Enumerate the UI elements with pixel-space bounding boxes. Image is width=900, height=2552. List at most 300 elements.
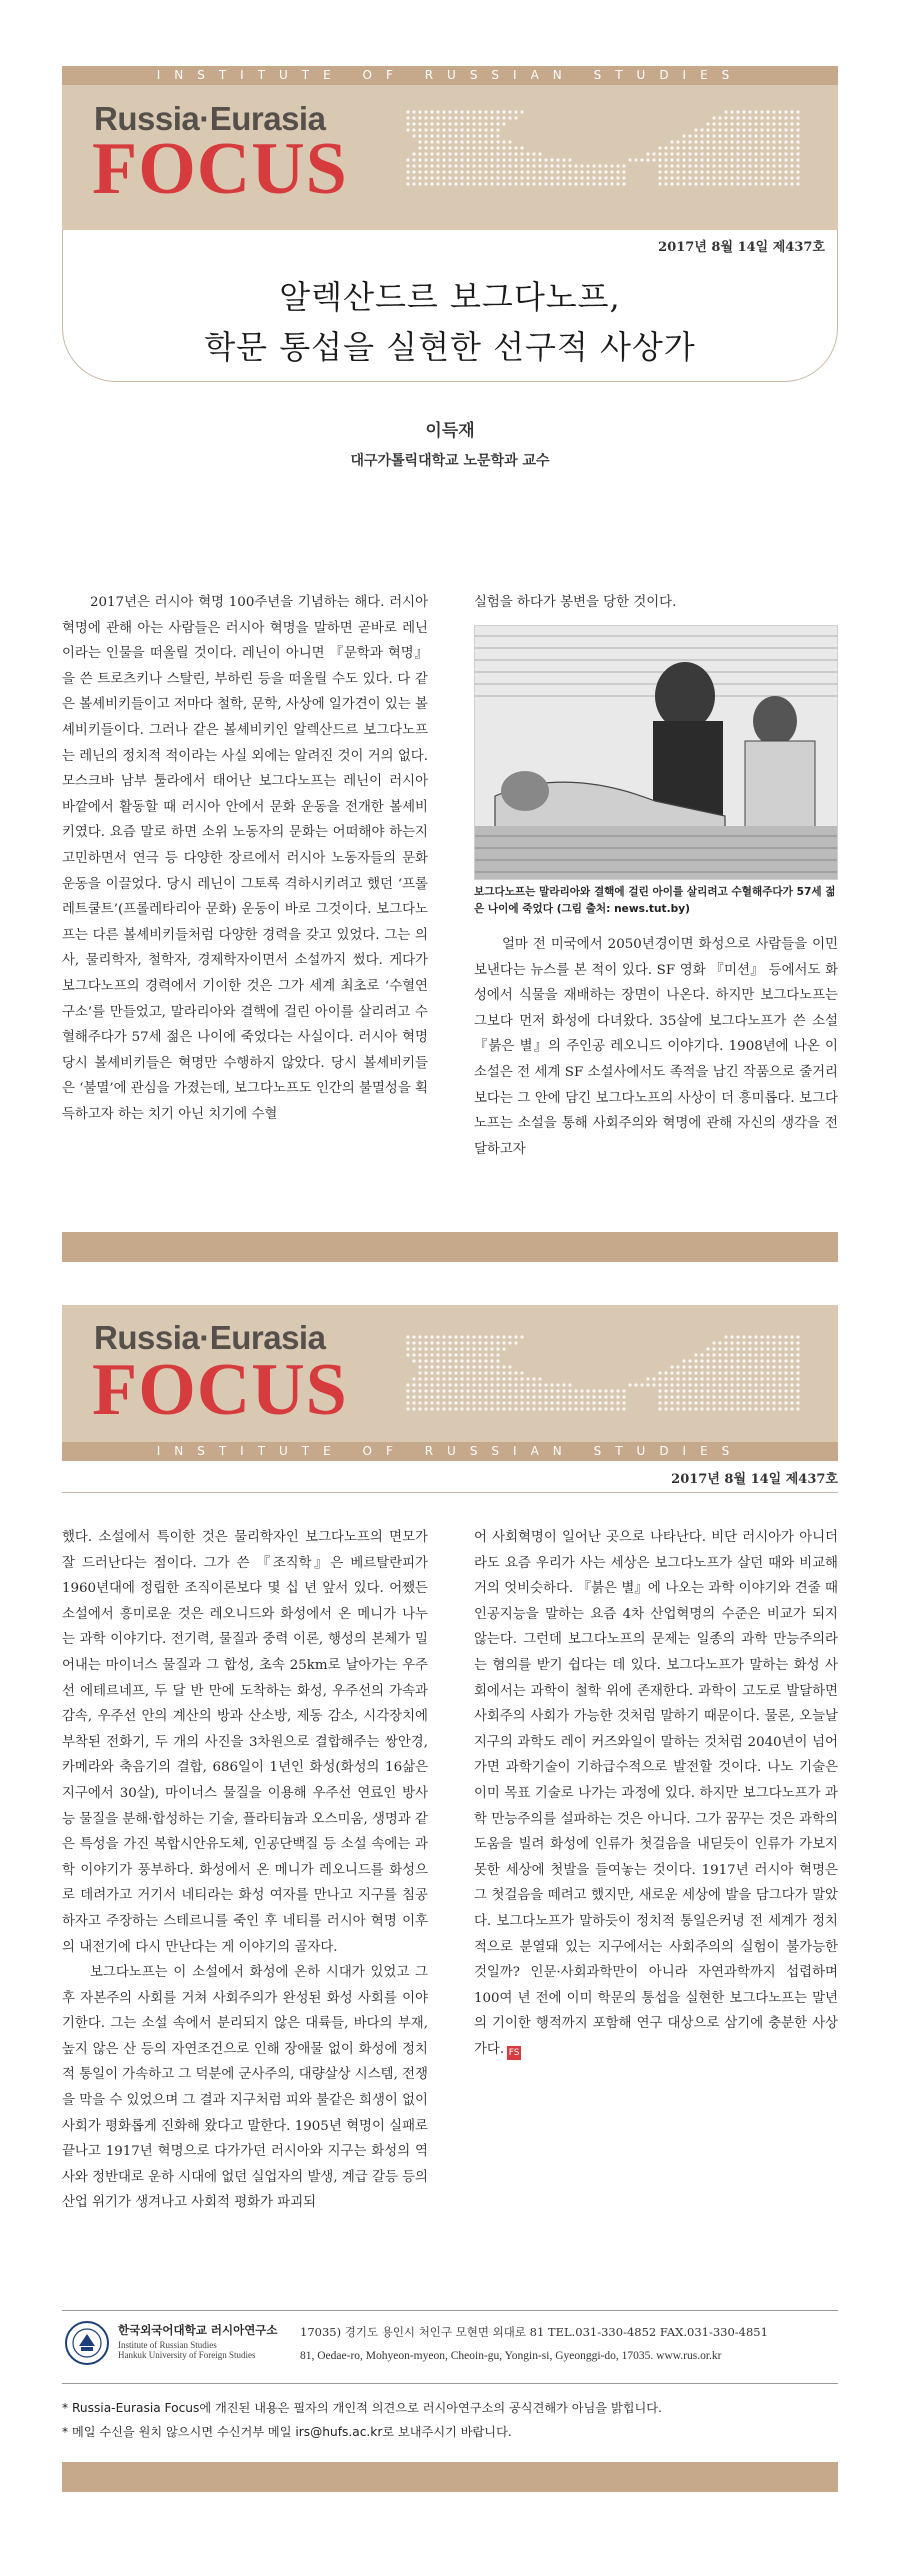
map-dot xyxy=(682,1389,685,1392)
map-dot xyxy=(766,182,769,185)
map-dot xyxy=(502,140,505,143)
map-dot xyxy=(622,1395,625,1398)
map-dot xyxy=(562,170,565,173)
map-dot xyxy=(760,176,763,179)
map-dot xyxy=(412,1389,415,1392)
map-dot xyxy=(706,182,709,185)
map-dot xyxy=(790,1407,793,1410)
map-dot xyxy=(718,164,721,167)
map-dot xyxy=(796,134,799,137)
map-dot xyxy=(538,1377,541,1380)
map-dot xyxy=(790,152,793,155)
map-dot xyxy=(514,146,517,149)
map-dot xyxy=(712,1383,715,1386)
map-dot xyxy=(502,146,505,149)
map-dot xyxy=(748,122,751,125)
map-dot xyxy=(760,1383,763,1386)
title-box xyxy=(62,230,838,382)
map-dot xyxy=(478,110,481,113)
map-dot xyxy=(514,1341,517,1344)
map-dot xyxy=(634,1383,637,1386)
map-dot xyxy=(550,164,553,167)
map-dot xyxy=(514,1335,517,1338)
map-dot xyxy=(442,164,445,167)
map-dot xyxy=(418,1347,421,1350)
map-dot xyxy=(598,182,601,185)
map-dot xyxy=(784,134,787,137)
map-dot xyxy=(484,1347,487,1350)
map-dot xyxy=(682,140,685,143)
map-dot xyxy=(544,182,547,185)
map-dot xyxy=(598,1401,601,1404)
map-dot xyxy=(418,1401,421,1404)
map-dot xyxy=(490,170,493,173)
map-dot xyxy=(682,1365,685,1368)
map-dot xyxy=(766,134,769,137)
map-dot xyxy=(412,170,415,173)
map-dot xyxy=(616,176,619,179)
map-dot xyxy=(454,1365,457,1368)
map-dot xyxy=(748,1341,751,1344)
map-dot xyxy=(424,158,427,161)
map-dot xyxy=(574,176,577,179)
map-dot xyxy=(790,170,793,173)
map-dot xyxy=(484,122,487,125)
map-dot xyxy=(418,1395,421,1398)
map-dot xyxy=(706,1347,709,1350)
map-dot xyxy=(460,122,463,125)
map-dot xyxy=(736,1401,739,1404)
map-dot xyxy=(754,1401,757,1404)
map-dot xyxy=(412,1347,415,1350)
map-dot xyxy=(580,1401,583,1404)
map-dot xyxy=(784,1383,787,1386)
map-dot xyxy=(742,1389,745,1392)
map-dot xyxy=(448,1359,451,1362)
map-dot xyxy=(430,1365,433,1368)
map-dot xyxy=(490,1389,493,1392)
map-dot xyxy=(730,1401,733,1404)
map-dot xyxy=(610,182,613,185)
map-dot xyxy=(532,1377,535,1380)
map-dot xyxy=(520,110,523,113)
map-dot xyxy=(502,1401,505,1404)
map-dot xyxy=(448,1377,451,1380)
map-dot xyxy=(466,1377,469,1380)
map-dot xyxy=(442,1335,445,1338)
map-dot xyxy=(778,176,781,179)
map-dot xyxy=(724,1353,727,1356)
map-dot xyxy=(472,146,475,149)
map-dot xyxy=(772,1341,775,1344)
map-dot xyxy=(784,1389,787,1392)
map-dot xyxy=(796,1341,799,1344)
map-dot xyxy=(586,164,589,167)
map-dot xyxy=(676,1365,679,1368)
map-dot xyxy=(436,1371,439,1374)
map-dot xyxy=(736,1383,739,1386)
map-dot xyxy=(772,146,775,149)
map-dot xyxy=(490,152,493,155)
map-dot xyxy=(484,1389,487,1392)
map-dot xyxy=(796,170,799,173)
map-dot xyxy=(772,134,775,137)
map-dot xyxy=(700,1389,703,1392)
map-dot xyxy=(466,116,469,119)
map-dot xyxy=(742,164,745,167)
map-dot xyxy=(796,110,799,113)
map-dot xyxy=(460,176,463,179)
map-dot xyxy=(478,1347,481,1350)
map-dot xyxy=(778,1395,781,1398)
map-dot xyxy=(688,1371,691,1374)
map-dot xyxy=(730,1347,733,1350)
map-dot xyxy=(568,182,571,185)
map-dot xyxy=(766,1389,769,1392)
map-dot xyxy=(466,1371,469,1374)
map-dot xyxy=(544,1401,547,1404)
map-dot xyxy=(724,1359,727,1362)
map-dot xyxy=(556,1383,559,1386)
map-dot xyxy=(724,1365,727,1368)
map-dot xyxy=(610,176,613,179)
map-dot xyxy=(478,1395,481,1398)
map-dot xyxy=(664,1407,667,1410)
map-dot xyxy=(742,170,745,173)
map-dot xyxy=(676,1377,679,1380)
map-dot xyxy=(442,134,445,137)
page1-left-column xyxy=(62,590,428,1127)
map-dot xyxy=(706,1389,709,1392)
map-dot xyxy=(670,1401,673,1404)
map-dot xyxy=(484,1371,487,1374)
map-dot xyxy=(424,1401,427,1404)
map-dot xyxy=(448,1347,451,1350)
map-dot xyxy=(580,176,583,179)
map-dot xyxy=(664,1389,667,1392)
map-dot xyxy=(478,128,481,131)
map-dot xyxy=(706,1401,709,1404)
map-dot xyxy=(442,116,445,119)
map-dot xyxy=(796,176,799,179)
map-dot xyxy=(682,1359,685,1362)
map-dot xyxy=(610,1401,613,1404)
map-dot xyxy=(658,1395,661,1398)
paragraph: 얼마 전 미국에서 2050년경이면 화성으로 사람들을 이민 보낸다는 뉴스를 본 적이 있다. SF 영화 『미션』 등에서도 화성에서 식물을 재배하는 장면이 나온다. 하지만 보그다노프는 그보다 먼저 화성에 다녀왔다. 35살에 보그다노프가 쓴 소설 『붉은 별』의 주인공 레오니드 이야기다. 1908년에 나온 이 소설은 전 세계 SF 소설사에서도 족적을 남긴 작품으로 줄거리보다는 그 안에 담긴 보그다노프의 사상이 더 흥미롭다. 보그다노프는 소설을 통해 사회주의와 혁명에 관해 자신의 생각을 전달하고자 xyxy=(474,937,838,1157)
map-dot xyxy=(484,1407,487,1410)
map-dot xyxy=(454,146,457,149)
map-dot xyxy=(730,1371,733,1374)
map-dot xyxy=(742,176,745,179)
map-dot xyxy=(730,1353,733,1356)
map-dot xyxy=(676,1389,679,1392)
map-dot xyxy=(496,110,499,113)
map-dot xyxy=(694,170,697,173)
paragraph: 2017년은 러시아 혁명 100주년을 기념하는 해다. 러시아 혁명에 관해 아는 사람들은 러시아 혁명을 말하면 곧바로 레닌이라는 인물을 떠올릴 것이다. 레닌이 아니면 『문학과 혁명』을 쓴 트로츠키나 스탈린, 부하린 등을 떠올릴 수도 있다. 다 같은 볼셰비키들이고 저마다 철학, 문학, 사상에 일가견이 있는 볼셰비키들이다. 그러나 같은 볼셰비키인 알렉산드르 보그다노프는 레닌의 정치적 적이라는 사실 외에는 알려진 것이 거의 없다. 모스크바 남부 툴라에서 태어난 보그다노프는 레닌이 러시아 바깥에서 활동할 때 러시아 안에서 문화 운동을 전개한 볼셰비키였다. 요즘 말로 하면 소위 노동자의 문화는 어떠해야 하는지 고민하면서 연극 등 다양한 장르에서 러시아 노동자들의 문화 운동을 이끌었다. 당시 레닌이 그토록 격하시키려고 했던 ‘프롤레트쿨트’(프롤레타리아 문화) 운동이 바로 그것이다. 보그다노프는 다른 볼셰비키들처럼 다양한 경력을 갖고 있었다. 그는 의사, 물리학자, 철학자, 경제학자이면서 소설까지 썼다. 게다가 보그다노프의 경력에서 기이한 것은 그가 세계 최초로 ‘수혈연구소’를 만들었고, 말라리아와 결핵에 걸린 아이를 살리려고 수혈해주다가 57세 젊은 나이에 죽었다는 사실이다. 러시아 혁명 당시 볼셰비키들은 혁명만 수행하지 않았다. 당시 볼셰비키들은 ‘불멸’에 관심을 가졌는데, 보그다노프도 인간의 불멸성을 획득하고자 하는 치기 아닌 치기에 수혈 xyxy=(62,595,428,1122)
map-dot xyxy=(700,146,703,149)
map-dot xyxy=(514,164,517,167)
map-dot xyxy=(724,128,727,131)
map-dot xyxy=(532,164,535,167)
map-dot xyxy=(454,1395,457,1398)
map-dot xyxy=(664,1371,667,1374)
map-dot xyxy=(742,1347,745,1350)
map-dot xyxy=(448,1383,451,1386)
map-dot xyxy=(472,1365,475,1368)
map-dot xyxy=(484,1365,487,1368)
map-dot xyxy=(472,1389,475,1392)
map-dot xyxy=(508,1395,511,1398)
map-dot xyxy=(796,182,799,185)
map-dot xyxy=(778,1359,781,1362)
map-dot xyxy=(490,146,493,149)
map-dot xyxy=(652,158,655,161)
map-dot xyxy=(430,128,433,131)
institute-name-kr: 한국외국어대학교 러시아연구소 xyxy=(118,2323,278,2337)
map-dot xyxy=(478,1377,481,1380)
map-dot xyxy=(694,1395,697,1398)
map-dot xyxy=(664,164,667,167)
map-dot xyxy=(784,1377,787,1380)
map-dot xyxy=(442,170,445,173)
map-dot xyxy=(796,1335,799,1338)
map-dot xyxy=(796,122,799,125)
map-dot xyxy=(514,116,517,119)
map-dot xyxy=(790,1341,793,1344)
map-dot xyxy=(424,1359,427,1362)
map-dot xyxy=(424,1341,427,1344)
map-dot xyxy=(430,170,433,173)
map-dot xyxy=(460,1359,463,1362)
map-dot xyxy=(466,128,469,131)
map-dot xyxy=(736,1395,739,1398)
map-dot xyxy=(778,122,781,125)
map-dot xyxy=(466,1389,469,1392)
map-dot xyxy=(796,1407,799,1410)
map-dot xyxy=(658,182,661,185)
map-dot xyxy=(682,134,685,137)
map-dot xyxy=(670,158,673,161)
map-dot xyxy=(424,164,427,167)
map-dot xyxy=(436,1383,439,1386)
map-dot xyxy=(406,1353,409,1356)
map-dot xyxy=(424,134,427,137)
map-dot xyxy=(424,1365,427,1368)
map-dot xyxy=(796,1347,799,1350)
map-dot xyxy=(658,176,661,179)
map-dot xyxy=(466,1341,469,1344)
map-dot xyxy=(412,1407,415,1410)
map-dot xyxy=(478,164,481,167)
map-dot xyxy=(460,140,463,143)
map-dot xyxy=(616,164,619,167)
map-dot xyxy=(472,1377,475,1380)
map-dot xyxy=(574,182,577,185)
map-dot xyxy=(778,146,781,149)
map-dot xyxy=(664,176,667,179)
map-dot xyxy=(478,1389,481,1392)
map-dot xyxy=(784,176,787,179)
map-dot xyxy=(658,1383,661,1386)
map-dot xyxy=(718,1377,721,1380)
map-dot xyxy=(472,1347,475,1350)
map-dot xyxy=(544,176,547,179)
map-dot xyxy=(796,116,799,119)
map-dot xyxy=(550,1407,553,1410)
map-dot xyxy=(508,1401,511,1404)
map-dot xyxy=(748,116,751,119)
map-dot xyxy=(706,1377,709,1380)
map-dot xyxy=(454,1335,457,1338)
map-dot xyxy=(760,1347,763,1350)
map-dot xyxy=(604,182,607,185)
map-dot xyxy=(538,1395,541,1398)
map-dot xyxy=(736,164,739,167)
map-dot xyxy=(460,1395,463,1398)
map-dot xyxy=(520,1383,523,1386)
map-dot xyxy=(718,1365,721,1368)
map-dot xyxy=(772,122,775,125)
map-dot xyxy=(556,158,559,161)
map-dot xyxy=(712,146,715,149)
map-dot xyxy=(430,1347,433,1350)
map-dot xyxy=(736,110,739,113)
map-dot xyxy=(436,152,439,155)
map-dot xyxy=(496,1353,499,1356)
map-dot xyxy=(748,1377,751,1380)
map-dot xyxy=(688,164,691,167)
map-dot xyxy=(430,1353,433,1356)
map-dot xyxy=(544,1383,547,1386)
map-dot xyxy=(424,1353,427,1356)
map-dot xyxy=(754,146,757,149)
map-dot xyxy=(592,182,595,185)
article-title-line-1: 알렉산드르 보그다노프, xyxy=(279,278,621,316)
map-dot xyxy=(496,116,499,119)
map-dot xyxy=(784,1359,787,1362)
map-dot xyxy=(484,170,487,173)
map-dot xyxy=(742,182,745,185)
map-dot xyxy=(424,146,427,149)
map-dot xyxy=(442,158,445,161)
map-dot xyxy=(778,1347,781,1350)
map-dot xyxy=(502,1407,505,1410)
article-title-line-2: 학문 통섭을 실현한 선구적 사상가 xyxy=(204,328,696,366)
map-dot xyxy=(790,1353,793,1356)
map-dot xyxy=(550,1383,553,1386)
map-dot xyxy=(658,152,661,155)
map-dot xyxy=(784,1365,787,1368)
map-dot xyxy=(784,1407,787,1410)
map-dot xyxy=(538,152,541,155)
map-dot xyxy=(790,176,793,179)
map-dot xyxy=(748,182,751,185)
map-dot xyxy=(562,1389,565,1392)
map-dot xyxy=(448,1371,451,1374)
map-dot xyxy=(796,128,799,131)
map-dot xyxy=(508,1335,511,1338)
map-dot xyxy=(472,122,475,125)
map-dot xyxy=(700,1359,703,1362)
map-dot xyxy=(484,146,487,149)
map-dot xyxy=(694,152,697,155)
map-dot xyxy=(706,164,709,167)
map-dot xyxy=(796,1395,799,1398)
map-dot xyxy=(466,1383,469,1386)
map-dot xyxy=(790,1371,793,1374)
map-dot xyxy=(412,110,415,113)
map-dot xyxy=(754,170,757,173)
map-dot xyxy=(706,170,709,173)
map-dot xyxy=(706,1353,709,1356)
map-dot xyxy=(454,110,457,113)
map-dot xyxy=(724,1347,727,1350)
map-dot xyxy=(670,176,673,179)
map-dot xyxy=(664,146,667,149)
map-dot xyxy=(466,1407,469,1410)
map-dot xyxy=(502,1389,505,1392)
map-dot xyxy=(502,1365,505,1368)
map-dot xyxy=(526,176,529,179)
map-dot xyxy=(712,134,715,137)
map-dot xyxy=(460,1347,463,1350)
map-dot xyxy=(772,110,775,113)
map-dot xyxy=(424,140,427,143)
map-dot xyxy=(448,1395,451,1398)
map-dot xyxy=(448,1341,451,1344)
map-dot xyxy=(796,164,799,167)
map-dot xyxy=(442,1395,445,1398)
map-dot xyxy=(412,176,415,179)
map-dot xyxy=(430,1359,433,1362)
map-dot xyxy=(430,116,433,119)
map-dot xyxy=(490,176,493,179)
map-dot xyxy=(442,1389,445,1392)
map-dot xyxy=(754,128,757,131)
map-dot xyxy=(718,1341,721,1344)
map-dot xyxy=(778,1341,781,1344)
map-dot xyxy=(586,176,589,179)
map-dot xyxy=(460,1383,463,1386)
map-dot xyxy=(520,182,523,185)
map-dot xyxy=(436,1365,439,1368)
map-dot xyxy=(412,1341,415,1344)
map-dot xyxy=(460,164,463,167)
map-dot xyxy=(448,152,451,155)
map-dot xyxy=(436,1389,439,1392)
university-seal-icon xyxy=(64,2320,110,2366)
map-dot xyxy=(406,1407,409,1410)
map-dot xyxy=(406,1335,409,1338)
map-dot xyxy=(700,1365,703,1368)
map-dot xyxy=(730,176,733,179)
map-dot xyxy=(760,182,763,185)
map-dot xyxy=(478,1401,481,1404)
map-dot xyxy=(694,1365,697,1368)
paragraph-text: 어 사회혁명이 일어난 곳으로 나타난다. 비단 러시아가 아니더라도 요즘 우리가 사는 세상은 보그다노프가 살던 때와 비교해 거의 엇비슷하다. 『붉은 별』에 나오는 과학 이야기와 견줄 때 인공지능을 말하는 요즘 4차 산업혁명의 수준은 비교가 되지 않는다. 그런데 보그다노프의 문제는 일종의 과학 만능주의라는 혐의를 받기 쉽다는 데 있다. 보그다노프가 말하는 화성 사회에서는 과학이 철학 위에 존재한다. 과학이 고도로 발달하면 사회주의 사회가 가능한 것처럼 말하기 때문이다. 물론, 오늘날 지구의 과학도 레이 커즈와일이 말하는 것처럼 2040년이 넘어가면 과학기술이 기하급수적으로 발전할 것이다. 나노 기술은 이미 목표 기술로 나가는 과정에 있다. 하지만 보그다노프가 과학 만능주의를 설파하는 것은 아니다. 그가 꿈꾸는 것은 과학의 도움을 빌려 화성에 인류가 첫걸음을 내딛듯이 인류가 가보지 못한 세상에 첫발을 들여놓는 것이다. 1917년 러시아 혁명은 그 첫걸음을 떼려고 했지만, 새로운 세상에 발을 담그다가 말았다. 보그다노프가 말하듯이 정치적 통일은커녕 전 세계가 정치적으로 분열돼 있는 지구에서는 사회주의의 실험이 불가능한 것일까? 인문·사회과학만이 아니라 자연과학까지 섭렵하며 100여 년 전에 이미 학문의 통섭을 실현한 보그다노프는 말년의 기이한 행적까지 포함해 연구 대상으로 삼기에 충분한 사상가다. xyxy=(474,1530,838,2057)
institute-name-en-line2: Hankuk University of Foreign Studies xyxy=(118,2350,256,2360)
map-dot xyxy=(760,170,763,173)
map-dot xyxy=(712,1365,715,1368)
map-dot xyxy=(688,1365,691,1368)
map-dot xyxy=(670,140,673,143)
map-dot xyxy=(412,116,415,119)
map-dot xyxy=(478,1335,481,1338)
map-dot xyxy=(460,110,463,113)
map-dot xyxy=(748,1347,751,1350)
map-dot xyxy=(406,1389,409,1392)
map-dot xyxy=(424,182,427,185)
